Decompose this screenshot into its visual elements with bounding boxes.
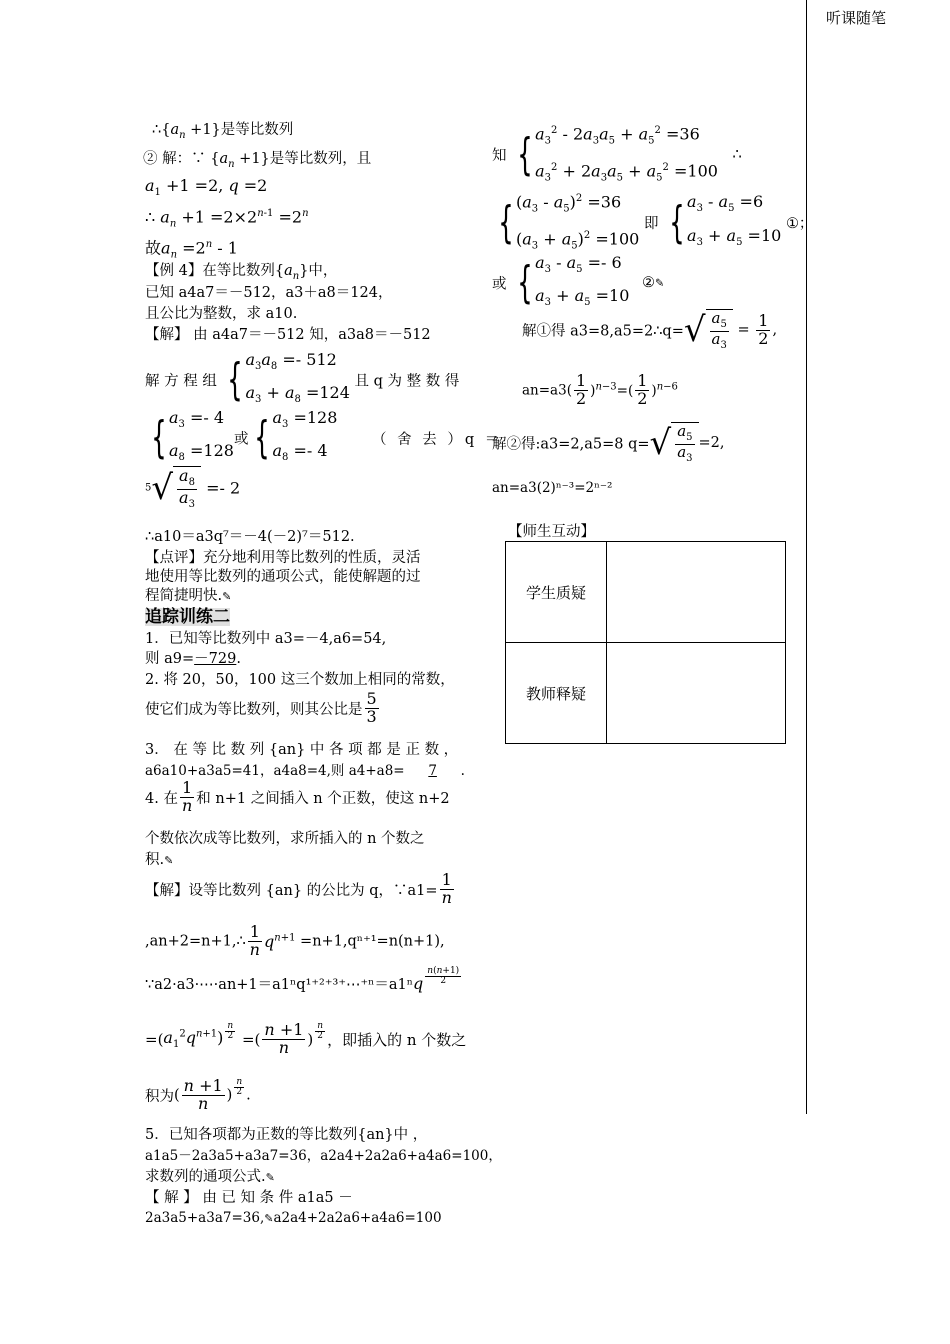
margin-rule <box>806 0 807 1114</box>
text-s4-l4b: ，即插入的 n 个数之 <box>327 1030 467 1049</box>
solution-t4-line-4: $=(a_1^2q^{n+1})$ $\frac{n}{2}$ =( $\frac{n +1}{n}$ ) $\frac{n}{2}$ ，即插入的 n 个数之 <box>145 1020 467 1057</box>
text-zhi: 知 <box>492 148 507 165</box>
text-s5-l2: 2a3a5+a3a7=36, <box>145 1210 265 1226</box>
solution-t4-line-2: ,an+2=n+1,∴ $\frac{1}{n}$ $q^{n+1} =n+1,q^{n+1}=n(n+1)$, <box>145 922 445 959</box>
formula-q-root: 5√ $\frac{a_8}{a_3}$ =- 2 <box>145 466 241 510</box>
text-s4-l2a: ,an+2=n+1,∴ <box>145 933 246 950</box>
text-c2-prefix: ② 解：∵ <box>143 151 206 167</box>
right-system-2: { $(a_3 - a_5)^2 =36$ $(a_3 + a_5)^2 =100$ 即 { $a_3 - a_5 =6$ $a_3 + a_5 =10$ ①； <box>498 192 814 252</box>
track-5-line-1: 5．已知各项都为正数的等比数列{an}中 ， <box>145 1127 428 1143</box>
solution-4-roots: { $a_3 =- 4$ $a_8 =128$或 { $a_3 =128$ $a_8 =- 4$ （ 舍 去 ）q ＝ <box>151 408 503 464</box>
text-ji: 即 <box>643 216 659 233</box>
right-solution-2-an: an=a3(2)ⁿ⁻³=2ⁿ⁻² <box>492 480 613 496</box>
text-t2-l2: 使它们成为等比数列，则其公比是 <box>145 701 363 718</box>
text-t4-l1a: 4. 在 <box>145 790 178 807</box>
right-system-3: 或 { $a_3 - a_5 =- 6$ $a_3 + a_5 =10$ ②✎ <box>492 253 665 309</box>
formula-an: 故$a_n =2^n - 1$ <box>145 238 238 261</box>
pencil-icon: ✎ <box>164 854 174 867</box>
track-1-line-1: 1．已知等比数列中 a3=－4,a6=54, <box>145 631 387 647</box>
text-sol1-b: an=a3( <box>522 382 572 399</box>
right-solution-1: 解①得 a3=8,a5=2∴q=√ $\frac{a_5}{a_3}$ = $\frac{1}{2}$ , <box>522 309 778 351</box>
track-5-line-3 <box>145 1168 275 1187</box>
margin-note: 听课随笔 <box>826 10 887 27</box>
text-therefore: ∴ <box>732 146 742 163</box>
example-4-line-3: 且公比为整数，求 a10. <box>145 306 298 322</box>
text-t5-l3: 求数列的通项公式. <box>145 1169 266 1185</box>
track-1-answer: －729 <box>194 651 237 667</box>
line-c2: ② 解：∵ $\{a_n +1\}$是等比数列，且 <box>143 151 372 170</box>
text-sol1-a: 解①得 a3=8,a5=2∴q= <box>522 323 684 340</box>
table-row <box>506 643 786 744</box>
solution-5-line-1: 【 解 】 由 已 知 条 件 a1a5 － <box>145 1190 353 1206</box>
track-3-line-1: 3． 在 等 比 数 列 {an} 中 各 项 都 是 正 数 ， <box>145 742 459 758</box>
text-ex4-mid: 中， <box>308 263 338 279</box>
text-s4-l1: 【解】设等比数列 {an} 的公比为 q，∵a1= <box>145 882 438 899</box>
pencil-icon: ✎ <box>222 590 232 603</box>
text-c5: 故 <box>145 238 162 258</box>
text-t4-l3: 积. <box>145 852 165 868</box>
solution-t4-line-1: 【解】设等比数列 {an} 的公比为 q，∵a1= $\frac{1}{n}$ <box>145 870 452 907</box>
cell-teacher-answers[interactable] <box>607 643 786 744</box>
right-solution-1-an: an=a3( $\frac{1}{2}$ )$^{n-3}$=( $\frac{1}{2}$ )$^{n-6}$ <box>522 371 678 408</box>
interaction-table <box>505 541 786 744</box>
text-sol4-discard: （ 舍 去 ）q ＝ <box>372 431 503 448</box>
track-5-line-2: a1a5－2a3a5+a3a7=36，a2a4+2a2a6+a4a6=100， <box>145 1148 502 1164</box>
track-1-line-2: 则 a9=－729. <box>145 651 241 667</box>
example-4-heading: 【例 4】在等比数列$\{a_n\}$中， <box>145 263 338 282</box>
track-3-line-2: a6a10+a3a5=41，a4a8=4,则 a4+a8= 7 . <box>145 763 465 779</box>
solution-4-system: 解 方 程 组 { $a_3a_8 =- 512$ $a_3 + a_8 =124$ 且 q 为 整 数 得 <box>145 350 460 406</box>
solution-t4-line-5: 积为( $\frac{n +1}{n}$ ) $\frac{n}{2}$ . <box>145 1076 251 1113</box>
text-sol4-or: 或 <box>233 431 249 448</box>
text-t1-l2: 则 a9= <box>145 651 195 667</box>
solution-4-line-1: 【解】 由 a4a7＝－512 知，a3a8＝－512 <box>145 327 431 343</box>
text-c2-suffix: 是等比数列，且 <box>269 151 372 167</box>
text-t3-l2: a6a10+a3a5=41，a4a8=4,则 a4+a8= <box>145 763 405 779</box>
cell-label-student-questions: 学生质疑 <box>506 542 607 643</box>
comment-line-3 <box>145 587 231 606</box>
pencil-icon: ✎ <box>265 1171 275 1184</box>
cell-student-questions[interactable] <box>607 542 786 643</box>
text-sol4-l2a: 解 方 程 组 <box>145 373 217 390</box>
text-comment-l3: 程简捷明快. <box>145 588 223 604</box>
text-s5-l2b: a2a4+2a2a6+a4a6=100 <box>273 1210 442 1226</box>
track-4-line-1: 4. 在 $\frac{1}{n}$ 和 n+1 之间插入 n 个正数，使这 n+2 <box>145 778 450 815</box>
formula-an-plus-1: ∴ $a_n +1 =2\times 2^{n-1} =2^n$ <box>145 207 309 230</box>
comment-line-2: 地使用等比数列的通项公式，能使解题的过 <box>145 569 421 585</box>
track-2-line-1: 2. 将 20，50，100 这三个数加上相同的常数， <box>145 672 455 688</box>
text-huo: 或 <box>492 276 507 293</box>
text-sol2-b: =2, <box>698 435 725 451</box>
right-solution-2: 解②得:a3=2,a5=8 q=√ $\frac{a_5}{a_3}$ =2, <box>492 422 725 464</box>
text-mark2: ② <box>642 275 655 292</box>
interaction-title: 【师生互动】 <box>508 524 595 540</box>
text-mark1: ①； <box>785 216 814 233</box>
text-t4-l1b: 和 n+1 之间插入 n 个正数，使这 n+2 <box>196 790 450 807</box>
table-row <box>506 542 786 643</box>
track-2-line-2: 使它们成为等比数列，则其公比是 $\frac{5}{3}$ <box>145 689 377 726</box>
solution-5-line-2 <box>145 1209 442 1228</box>
right-system-1: 知 { $a_3^2 - 2a_3a_5 + a_5^2 =36$ $a_3^2 + 2a_3a_5 + a_5^2 =100$ ∴ <box>492 124 742 184</box>
text-s4-l5a: 积为 <box>145 1088 174 1105</box>
solution-t4-line-3: ∵a2·a3·⋯·an+1＝a1ⁿq¹⁺²⁺³⁺⋯⁺ⁿ＝a1ⁿq $\frac{n(n+1)}{2}$ <box>145 966 460 993</box>
formula-a1: $a_1 +1 =2$, q =2 <box>145 176 268 199</box>
line-conclusion-1: $\therefore\{a_n +1\}$是等比数列 <box>152 122 294 141</box>
section-heading-track: 追踪训练二 <box>145 607 230 626</box>
track-4-line-2: 个数依次成等比数列，求所插入的 n 个数之 <box>145 831 425 847</box>
track-3-answer: 7 <box>428 763 437 779</box>
text-c1: 是等比数列 <box>220 122 294 138</box>
text-s4-l2b: =n+1,qⁿ⁺¹=n(n+1), <box>300 933 445 950</box>
text-sol2-a: 解②得:a3=2,a5=8 q= <box>492 436 650 453</box>
text-s4-l3: ∵a2·a3·⋯·an+1＝a1ⁿq¹⁺²⁺³⁺⋯⁺ⁿ＝a1ⁿ <box>145 977 414 993</box>
cell-label-teacher-answers: 教师释疑 <box>506 643 607 744</box>
comment-line-1: 【点评】充分地利用等比数列的性质，灵活 <box>145 550 421 566</box>
example-4-line-2: 已知 a4a7＝－512，a3＋a8＝124， <box>145 285 393 301</box>
text-sol4-l2b: 且 q 为 整 数 得 <box>354 373 460 390</box>
solution-4-result: ∴a10＝a3q⁷＝－4(－2)⁷＝512. <box>145 529 355 545</box>
pencil-icon: ✎ <box>264 1212 274 1225</box>
track-4-line-3 <box>145 851 173 870</box>
text-ex4-head: 【例 4】在等比数列 <box>145 263 275 279</box>
pencil-icon: ✎ <box>655 276 665 290</box>
